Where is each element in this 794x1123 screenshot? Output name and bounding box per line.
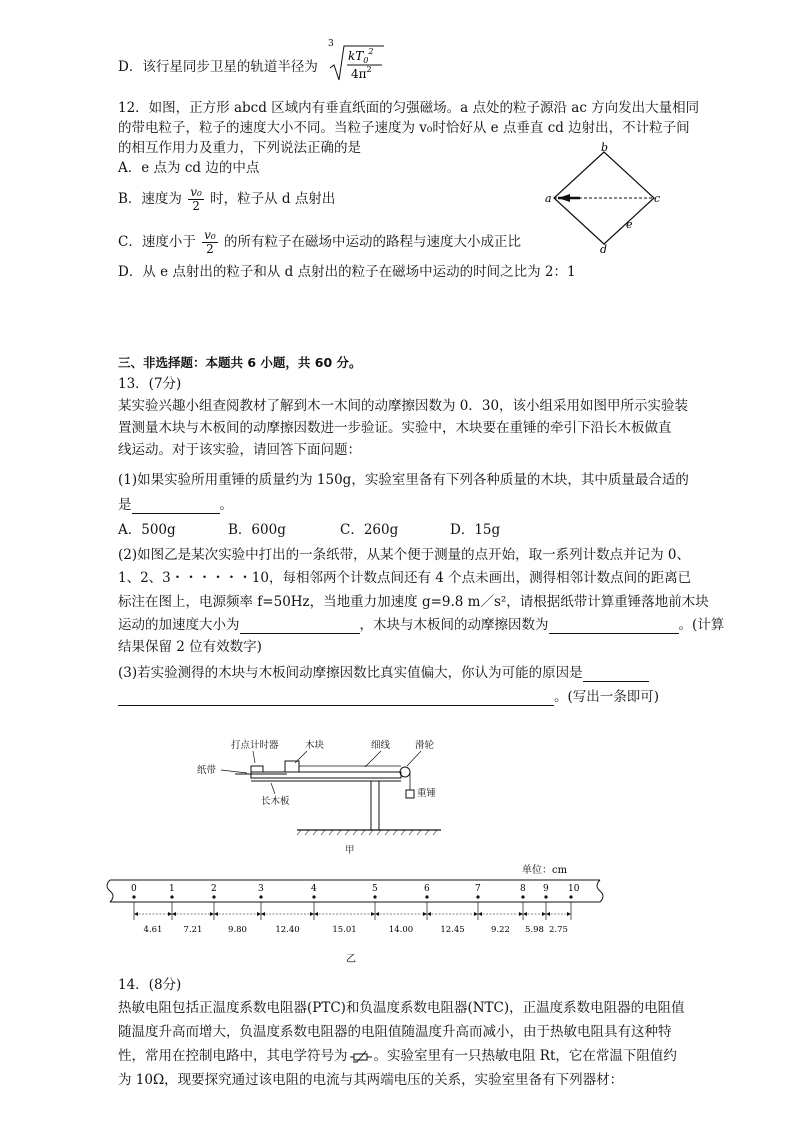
q14-line3b: 。实验室里有一只热敏电阻 Rt，它在常温下阻值约 bbox=[373, 1048, 677, 1064]
tape-arrow bbox=[567, 912, 571, 916]
root-index: 3 bbox=[328, 39, 334, 49]
label-e: e bbox=[626, 218, 633, 231]
tape-point-label: 10 bbox=[568, 884, 580, 894]
tape-point-label: 4 bbox=[311, 884, 317, 894]
answer-blank-5[interactable] bbox=[118, 691, 554, 706]
tape-dot bbox=[569, 895, 572, 898]
answer-blank-4[interactable] bbox=[583, 667, 649, 682]
label-board: 长木板 bbox=[261, 796, 290, 807]
q13-line7: 1、2、3・・・・・・10，每相邻两个计数点间还有 4 个点未画出，测得相邻计数点间的距离已 bbox=[118, 570, 692, 586]
q11-option-d bbox=[118, 58, 318, 76]
q13-line6: (2)如图乙是某次实验中打出的一条纸带，从某个便于测量的点开始，取一系列计数点并记为 0、 bbox=[118, 547, 691, 563]
q13-line12 bbox=[118, 688, 659, 706]
tape-arrow bbox=[168, 912, 172, 916]
tape-arrow bbox=[546, 912, 550, 916]
tape-dot bbox=[425, 895, 428, 898]
tape-dot bbox=[132, 895, 135, 898]
tape-distance-label: 7.21 bbox=[183, 925, 203, 935]
q14-head: 14．(8分) bbox=[118, 977, 182, 993]
tape-arrow bbox=[478, 912, 482, 916]
q14-line4: 为 10Ω，现要探究通过该电阻的电流与其两端电压的关系，实验室里备有下列器材： bbox=[118, 1072, 624, 1088]
tape-point-label: 1 bbox=[169, 884, 175, 894]
tape-arrow bbox=[314, 912, 318, 916]
q13-opt-c: C．260g bbox=[340, 522, 399, 538]
q13-line11-text: (3)若实验测得的木块与木板间动摩擦因数比真实值偏大，你认为可能的原因是 bbox=[118, 665, 583, 681]
tape-distance-label: 12.45 bbox=[440, 925, 465, 935]
q13-line2: 置测量木块与木板间的动摩擦因数进一步验证。实验中，木块要在重锤的牵引下沿长木板做直 bbox=[118, 420, 672, 436]
formula-num: $kT_0^2$ bbox=[348, 47, 374, 65]
tape-point-label: 0 bbox=[131, 884, 137, 894]
q13-opt-d: D．15g bbox=[450, 522, 501, 538]
q13-line1: 某实验兴趣小组查阅教材了解到木一木间的动摩擦因数为 0．30，该小组采用如图甲所示实验装 bbox=[118, 398, 689, 414]
formula-den: $4\pi^2$ bbox=[351, 65, 372, 81]
q12-option-c-fraction: $\frac{\text{v₀}}{2}$ bbox=[204, 228, 216, 256]
tape-point-label: 8 bbox=[520, 884, 526, 894]
q13-line9b: ，木块与木板间的动摩擦因数为 bbox=[359, 617, 549, 633]
tape-distance-label: 12.40 bbox=[275, 925, 300, 935]
label-block: 木块 bbox=[305, 740, 325, 751]
tape-dot bbox=[476, 895, 479, 898]
label-weight: 重锤 bbox=[417, 788, 437, 799]
tape-arrow bbox=[172, 912, 176, 916]
tape-arrow bbox=[519, 912, 523, 916]
tape-distance-label: 15.01 bbox=[332, 925, 357, 935]
caption-jia: 甲 bbox=[345, 845, 355, 856]
q12-option-c bbox=[118, 229, 521, 256]
label-a: a bbox=[545, 192, 552, 205]
q13-head: 13．(7分) bbox=[118, 376, 182, 392]
tape-distance-label: 4.61 bbox=[143, 925, 163, 935]
tape-point-label: 6 bbox=[424, 884, 430, 894]
q14-line1: 热敏电阻包括正温度系数电阻器(PTC)和负温度系数电阻器(NTC)，正温度系数电阻器的电阻值 bbox=[118, 1000, 685, 1016]
tape-arrow bbox=[261, 912, 265, 916]
section-3-heading: 三、非选择题：本题共 6 小题，共 60 分。 bbox=[118, 355, 362, 370]
q11-radical-formula bbox=[326, 34, 386, 86]
unit-label: 单位：cm bbox=[522, 865, 568, 876]
tape-arrow bbox=[371, 912, 375, 916]
label-timer: 打点计时器 bbox=[231, 740, 279, 751]
tape-point-label: 3 bbox=[258, 884, 264, 894]
q14-line3 bbox=[118, 1047, 677, 1065]
q13-line5-text: 是 bbox=[118, 497, 132, 513]
q12-option-b-fraction: $\frac{\text{v₀}}{2}$ bbox=[190, 185, 202, 213]
q12-option-c-post: 的所有粒子在磁场中运动的路程与速度大小成正比 bbox=[224, 234, 522, 250]
tape-dot bbox=[373, 895, 376, 898]
q13-line9c: 。(计算 bbox=[678, 617, 725, 633]
q13-opt-a: A．500g bbox=[118, 522, 176, 538]
label-c: c bbox=[654, 192, 661, 205]
tape-arrow bbox=[134, 912, 138, 916]
tape-dot bbox=[544, 895, 547, 898]
label-string: 细线 bbox=[371, 740, 391, 751]
q12-option-b bbox=[118, 186, 335, 213]
answer-blank-1[interactable] bbox=[132, 499, 220, 514]
q13-line8: 标注在图上，电源频率 f=50Hz，当地重力加速度 g=9.8 m／s²，请根据纸带计算重锤落地前木块 bbox=[118, 594, 709, 610]
q13-options bbox=[118, 521, 500, 539]
tape-dot bbox=[259, 895, 262, 898]
tape-arrow bbox=[542, 912, 546, 916]
tape-arrow bbox=[375, 912, 379, 916]
tape-arrow bbox=[210, 912, 214, 916]
caption-yi: 乙 bbox=[346, 954, 356, 965]
q12-line3: 的相互作用力及重力，下列说法正确的是 bbox=[118, 140, 361, 156]
tape-distance-label: 9.22 bbox=[491, 925, 510, 935]
tape-point-label: 5 bbox=[372, 884, 378, 894]
answer-blank-3[interactable] bbox=[549, 619, 679, 634]
answer-blank-2[interactable] bbox=[240, 619, 360, 634]
q12-square-figure bbox=[542, 142, 662, 254]
figure-jia-apparatus bbox=[195, 736, 555, 856]
q12-option-c-pre: C．速度小于 bbox=[118, 234, 196, 250]
label-tape: 纸带 bbox=[197, 765, 217, 776]
tape-dot bbox=[170, 895, 173, 898]
label-d: d bbox=[600, 243, 608, 254]
tape-arrow bbox=[523, 912, 527, 916]
tape-dot bbox=[312, 895, 315, 898]
q11-option-d-text: D．该行星同步卫星的轨道半径为 bbox=[118, 59, 318, 75]
tape-dot bbox=[212, 895, 215, 898]
q13-line12-end: 。(写出一条即可) bbox=[554, 689, 660, 705]
q13-line9 bbox=[118, 616, 724, 634]
label-b: b bbox=[601, 142, 609, 154]
q12-line1: 12．如图，正方形 abcd 区域内有垂直纸面的匀强磁场。a 点处的粒子源沿 ac 方向发出大量相同 bbox=[118, 100, 700, 116]
tape-distance-label: 2.75 bbox=[549, 925, 568, 935]
thermistor-symbol-icon bbox=[350, 1050, 372, 1064]
q13-line11 bbox=[118, 664, 649, 682]
tape-arrow bbox=[423, 912, 427, 916]
tape-distance-label: 5.98 bbox=[525, 925, 544, 935]
tape-point-label: 7 bbox=[475, 884, 481, 894]
figure-yi-paper-tape bbox=[100, 858, 610, 968]
q12-option-a: A．e 点为 cd 边的中点 bbox=[118, 160, 260, 176]
q12-option-b-pre: B．速度为 bbox=[118, 191, 182, 207]
q14-line3a: 性，常用在控制电路中，其电学符号为 bbox=[118, 1048, 348, 1064]
q13-line5-end: 。 bbox=[219, 497, 233, 513]
q14-line2: 随温度升高而增大，负温度系数电阻器的电阻值随温度升高而减小，由于热敏电阻具有这种特 bbox=[118, 1024, 672, 1040]
q13-line4: (1)如果实验所用重锤的质量约为 150g，实验室里备有下列各种质量的木块，其中质量最合适的 bbox=[118, 472, 689, 488]
tape-distance-label: 14.00 bbox=[388, 925, 414, 935]
q13-line10: 结果保留 2 位有效数字) bbox=[118, 639, 262, 655]
tape-arrow bbox=[310, 912, 314, 916]
q12-option-d: D．从 e 点射出的粒子和从 d 点射出的粒子在磁场中运动的时间之比为 2：1 bbox=[118, 264, 576, 280]
q13-line9a: 运动的加速度大小为 bbox=[118, 617, 240, 633]
q13-line5 bbox=[118, 496, 233, 514]
q12-line2: 的带电粒子，粒子的速度大小不同。当粒子速度为 v₀时恰好从 e 点垂直 cd 边射出，不计粒子间 bbox=[118, 120, 690, 136]
tape-point-label: 9 bbox=[543, 884, 549, 894]
tape-arrow bbox=[427, 912, 431, 916]
tape-point-label: 2 bbox=[211, 884, 217, 894]
tape-arrow bbox=[214, 912, 218, 916]
q13-line3: 线运动。对于该实验，请回答下面问题： bbox=[118, 442, 361, 458]
tape-dot bbox=[521, 895, 524, 898]
label-pulley: 滑轮 bbox=[415, 740, 435, 751]
tape-arrow bbox=[474, 912, 478, 916]
tape-distance-label: 9.80 bbox=[228, 925, 247, 935]
tape-arrow bbox=[257, 912, 261, 916]
q13-opt-b: B．600g bbox=[228, 522, 286, 538]
q12-option-b-post: 时，粒子从 d 点射出 bbox=[210, 191, 336, 207]
